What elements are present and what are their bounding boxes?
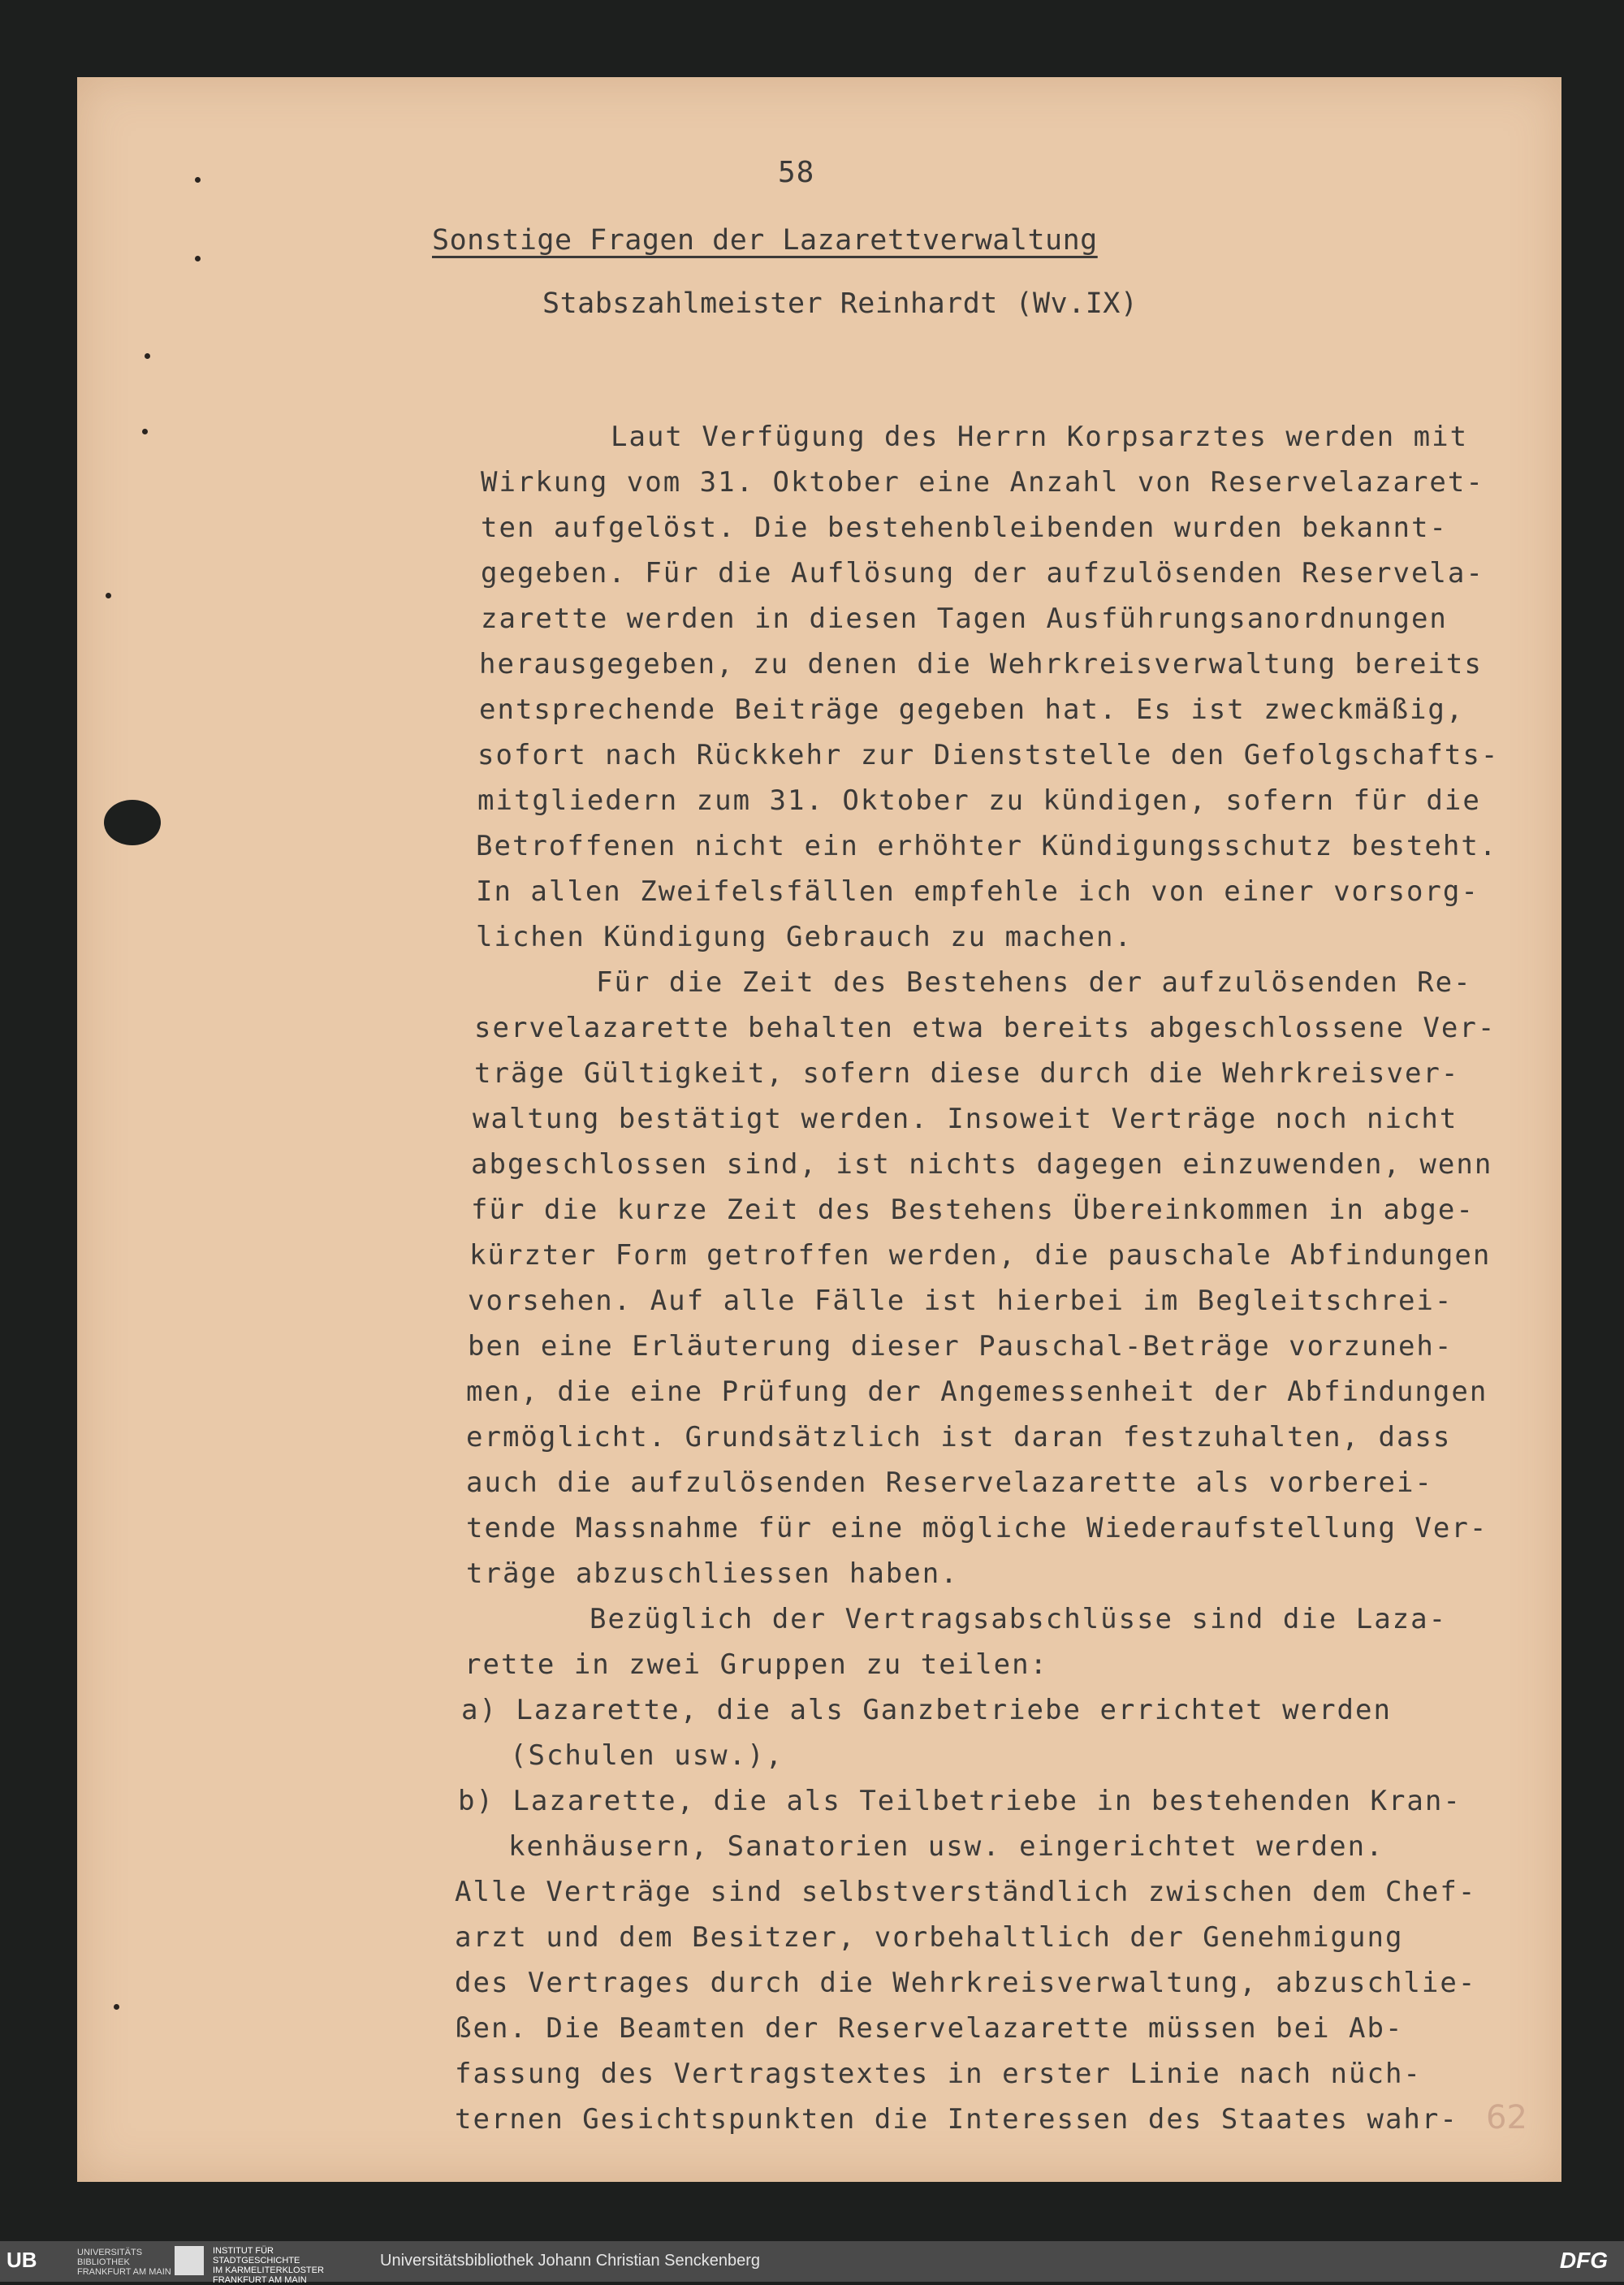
page-number: 58 bbox=[778, 156, 815, 189]
isg-logo-text: INSTITUT FÜR STADTGESCHICHTE IM KARMELITERKLOSTER FRANKFURT AM MAIN bbox=[213, 2246, 324, 2285]
text-line: sofort nach Rückkehr zur Dienststelle den Gefolgschafts- bbox=[477, 739, 1500, 771]
text-line: ben eine Erläuterung dieser Pauschal-Beträge vorzuneh- bbox=[468, 1330, 1453, 1363]
list-item: a) Lazarette, die als Ganzbetriebe errichtet werden bbox=[461, 1694, 1392, 1726]
text-line: Alle Verträge sind selbstverständlich zwischen dem Chef- bbox=[455, 1876, 1477, 1908]
handwritten-margin-note: 62 bbox=[1486, 2099, 1527, 2136]
text-line: fassung des Vertragstextes in erster Linie nach nüch- bbox=[455, 2058, 1422, 2090]
text-line: träge abzuschliessen haben. bbox=[466, 1557, 959, 1590]
text-line: ermöglicht. Grundsätzlich ist daran festzuhalten, dass bbox=[466, 1421, 1452, 1454]
ub-logo-subtitle: UNIVERSITÄTS BIBLIOTHEK FRANKFURT AM MAIN bbox=[77, 2248, 171, 2277]
text-line: kenhäusern, Sanatorien usw. eingerichtet werden. bbox=[508, 1830, 1384, 1863]
text-line: arzt und dem Besitzer, vorbehaltlich der Genehmigung bbox=[455, 1921, 1404, 1954]
text-line: ternen Gesichtspunkten die Interessen des Staates wahr- bbox=[455, 2103, 1458, 2136]
text-line: Für die Zeit des Bestehens der aufzulösenden Re- bbox=[596, 966, 1472, 999]
text-line: vorsehen. Auf alle Fälle ist hierbei im Begleitschrei- bbox=[468, 1285, 1453, 1317]
text-line: servelazarette behalten etwa bereits abgeschlossene Ver- bbox=[474, 1012, 1497, 1044]
text-line: Laut Verfügung des Herrn Korpsarztes werden mit bbox=[611, 421, 1469, 453]
text-line: Wirkung vom 31. Oktober eine Anzahl von Reservelazaret- bbox=[481, 466, 1484, 499]
text-line: gegeben. Für die Auflösung der aufzulösenden Reservela- bbox=[481, 557, 1484, 590]
text-line: waltung bestätigt werden. Insoweit Verträge noch nicht bbox=[473, 1103, 1458, 1135]
text-line: entsprechende Beiträge gegeben hat. Es ist zweckmäßig, bbox=[479, 693, 1465, 726]
text-line: herausgegeben, zu denen die Wehrkreisverwaltung bereits bbox=[479, 648, 1483, 680]
text-line: (Schulen usw.), bbox=[510, 1739, 784, 1772]
text-line: men, die eine Prüfung der Angemessenheit der Abfindungen bbox=[466, 1376, 1488, 1408]
viewer-footer-bar bbox=[0, 2241, 1624, 2285]
text-line: Betroffenen nicht ein erhöhter Kündigungsschutz besteht. bbox=[476, 830, 1498, 862]
text-line: Bezüglich der Vertragsabschlüsse sind die Laza- bbox=[590, 1603, 1448, 1635]
text-line: des Vertrages durch die Wehrkreisverwaltung, abzuschlie- bbox=[455, 1967, 1477, 1999]
list-item: b) Lazarette, die als Teilbetriebe in bestehenden Kran- bbox=[458, 1785, 1462, 1817]
library-name: Universitätsbibliothek Johann Christian Senckenberg bbox=[380, 2252, 761, 2270]
text-line: für die kurze Zeit des Bestehens Übereinkommen in abge- bbox=[471, 1194, 1475, 1226]
text-line: auch die aufzulösenden Reservelazarette als vorberei- bbox=[466, 1466, 1433, 1499]
dfg-logo[interactable]: DFG bbox=[1559, 2248, 1608, 2273]
text-line: In allen Zweifelsfällen empfehle ich von einer vorsorg- bbox=[476, 875, 1479, 908]
text-line: mitgliedern zum 31. Oktober zu kündigen, sofern für die bbox=[477, 784, 1481, 817]
text-line: kürzter Form getroffen werden, die pauschale Abfindungen bbox=[469, 1239, 1492, 1272]
text-line: rette in zwei Gruppen zu teilen: bbox=[464, 1648, 1049, 1681]
text-line: zarette werden in diesen Tagen Ausführungsanordnungen bbox=[481, 603, 1448, 635]
text-line: abgeschlossen sind, ist nichts dagegen einzuwenden, wenn bbox=[471, 1148, 1493, 1181]
text-line: ten aufgelöst. Die bestehenbleibenden wurden bekannt- bbox=[481, 512, 1448, 544]
isg-logo-icon[interactable] bbox=[175, 2246, 204, 2275]
text-line: ßen. Die Beamten der Reservelazarette müssen bei Ab- bbox=[455, 2012, 1404, 2045]
text-line: tende Massnahme für eine mögliche Wiederaufstellung Ver- bbox=[466, 1512, 1488, 1544]
text-line: träge Gültigkeit, sofern diese durch die Wehrkreisver- bbox=[474, 1057, 1460, 1090]
ub-logo[interactable]: UB bbox=[6, 2248, 37, 2272]
speaker-line: Stabszahlmeister Reinhardt (Wv.IX) bbox=[542, 287, 1138, 320]
text-line: lichen Kündigung Gebrauch zu machen. bbox=[476, 921, 1133, 953]
section-heading: Sonstige Fragen der Lazarettverwaltung bbox=[432, 224, 1098, 257]
